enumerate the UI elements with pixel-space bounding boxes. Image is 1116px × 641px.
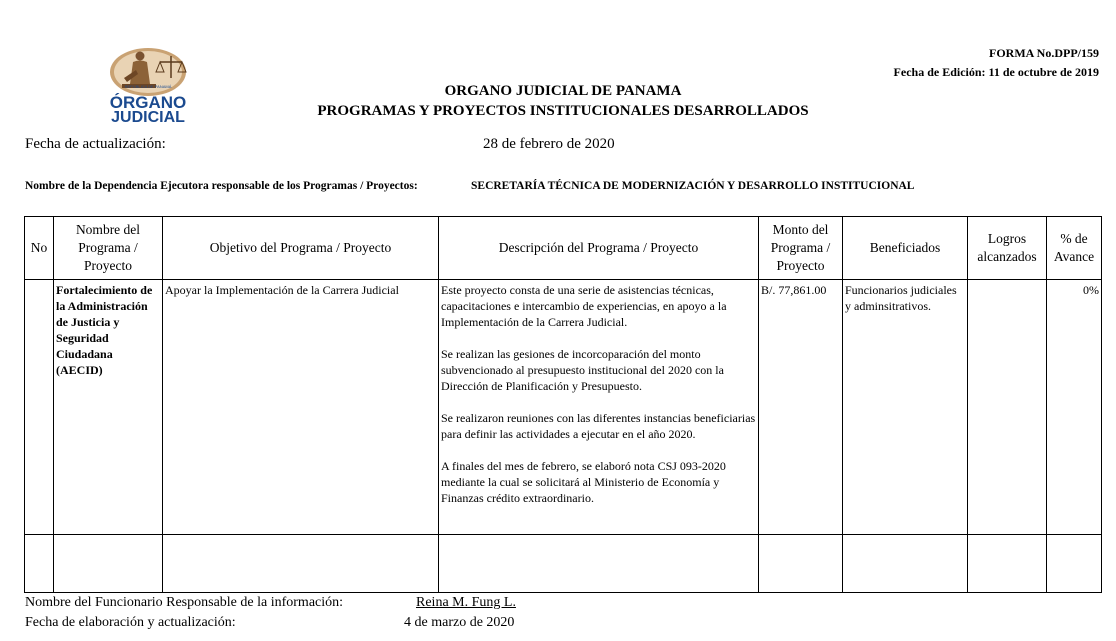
header-beneficiaries: Beneficiados [843, 217, 968, 280]
cell-no [25, 280, 54, 535]
description-paragraph: Se realizan las gesiones de incorcoparación del monto subvencionado al presupuesto institucional del 2020 con la Dirección de Planificación y Presupuesto. [441, 347, 724, 393]
logo-word-organo: ÓRGANO [109, 93, 187, 112]
empty-cell [759, 535, 843, 593]
header-progress: % de Avance [1047, 217, 1102, 280]
programs-table [24, 216, 1102, 593]
cell-amount: B/. 77,861.00 [759, 280, 843, 535]
header-objective: Objetivo del Programa / Proyecto [163, 217, 439, 280]
empty-cell [54, 535, 163, 593]
elaboration-date-label: Fecha de elaboración y actualización: [25, 615, 236, 630]
cell-progress: 0% [1047, 280, 1102, 535]
header-no: No [25, 217, 54, 280]
empty-cell [1047, 535, 1102, 593]
cell-beneficiaries: Funcionarios judiciales y adminsitrativos. [843, 280, 968, 535]
edition-date: Fecha de Edición: 11 de octubre de 2019 [893, 65, 1099, 79]
empty-cell [163, 535, 439, 593]
update-date-label: Fecha de actualización: [25, 136, 166, 152]
description-paragraph: A finales del mes de febrero, se elaboró nota CSJ 093-2020 mediante la cual se solicitará al Ministerio de Economía y Finanzas crédito extraordinario. [441, 459, 726, 505]
logo-word-judicial: JUDICIAL [111, 109, 185, 126]
header-achievements: Logros alcanzados [968, 217, 1047, 280]
table-row [25, 280, 1102, 535]
cell-objective: Apoyar la Implementación de la Carrera Judicial [163, 280, 439, 535]
dependency-value: SECRETARÍA TÉCNICA DE MODERNIZACIÓN Y DESARROLLO INSTITUCIONAL [471, 180, 915, 192]
header-name: Nombre del Programa / Proyecto [54, 217, 163, 280]
responsible-name: Reina M. Fung L. [416, 595, 516, 610]
description-paragraph: Se realizaron reuniones con las diferentes instancias beneficiarias para definir las actividades a ejecutar en el año 2020. [441, 411, 756, 441]
logo-republic-text: REPÚBLICA DE PANAMÁ [124, 84, 172, 89]
update-date-value: 28 de febrero de 2020 [483, 136, 615, 152]
cell-description [439, 280, 759, 535]
empty-cell [843, 535, 968, 593]
dependency-label: Nombre de la Dependencia Ejecutora responsable de los Programas / Proyectos: [25, 180, 418, 192]
cell-name: Fortalecimiento de la Administración de Justicia y Seguridad Ciudadana (AECID) [54, 280, 163, 535]
empty-cell [439, 535, 759, 593]
table-row-empty [25, 535, 1102, 593]
description-paragraph: Este proyecto consta de una serie de asistencias técnicas, capacitaciones e intercambio de experiencias, en apoyo a la Implementación de la Carrera Judicial. [441, 283, 727, 329]
elaboration-date-value: 4 de marzo de 2020 [404, 615, 515, 630]
empty-cell [968, 535, 1047, 593]
header-description: Descripción del Programa / Proyecto [439, 217, 759, 280]
header-amount: Monto del Programa / Proyecto [759, 217, 843, 280]
page-title: ORGANO JUDICIAL DE PANAMA [444, 83, 682, 99]
form-number: FORMA No.DPP/159 [989, 46, 1099, 60]
cell-achievements [968, 280, 1047, 535]
table-header-row [25, 217, 1102, 280]
page-subtitle: PROGRAMAS Y PROYECTOS INSTITUCIONALES DESARROLLADOS [317, 103, 809, 119]
responsible-label: Nombre del Funcionario Responsable de la información: [25, 595, 344, 610]
empty-cell [25, 535, 54, 593]
